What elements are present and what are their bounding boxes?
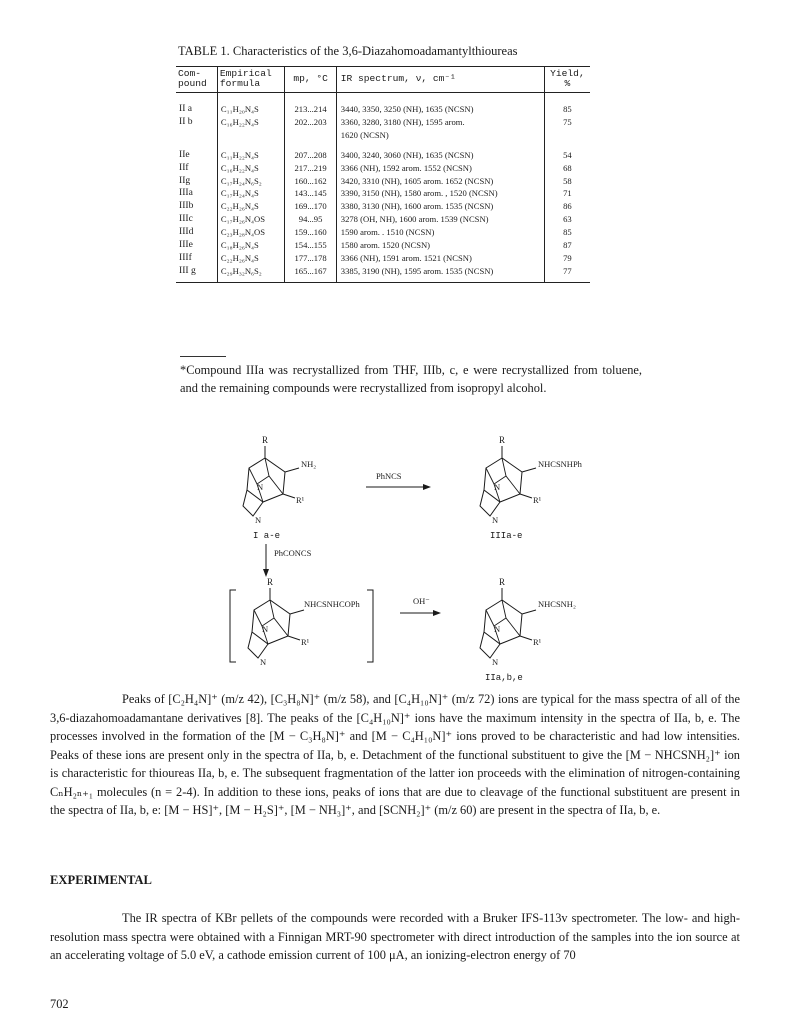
arrowhead-oh — [433, 610, 441, 616]
label-r-iia: R — [499, 577, 506, 587]
characteristics-table — [176, 66, 590, 283]
label-nhcsnhcoph: NHCSNHCOPh — [304, 599, 360, 609]
label-n2-iia: N — [492, 657, 499, 667]
cell-ir: 3360, 3280, 3180 (NH), 1595 arom. 1620 (NCSN) — [336, 116, 544, 142]
cell-mp: 177...178 — [285, 252, 336, 265]
cell-yield: 86 — [544, 200, 590, 213]
header-formula-text: Empirical formula — [219, 68, 272, 89]
label-n1-int: N — [262, 624, 269, 634]
header-formula — [217, 67, 285, 93]
cell-formula: C₁₈H₂₆N₄S — [217, 239, 285, 252]
label-r1-int: R¹ — [301, 637, 310, 647]
reagent-phconcs: PhCONCS — [274, 548, 312, 558]
table-row — [176, 226, 590, 239]
table-row — [176, 175, 590, 188]
table-footnote: *Compound IIIa was recrystallized from THF, IIIb, c, e were recrystallized from toluene, and the remaining compounds were recrystallized from isopropyl alcohol. — [180, 363, 642, 395]
table-row — [176, 213, 590, 226]
cell-mp: 217...219 — [285, 162, 336, 175]
header-yield-text: Yield, % — [550, 68, 585, 89]
cell-yield: 58 — [544, 175, 590, 188]
header-compound — [176, 67, 217, 93]
table-row — [176, 162, 590, 175]
cell-mp: 94...95 — [285, 213, 336, 226]
cell-compound: IIf — [179, 161, 189, 173]
cell-yield: 75 — [544, 116, 590, 142]
table-row — [176, 200, 590, 213]
cell-mp: 159...160 — [285, 226, 336, 239]
label-n1-ia: N — [257, 482, 264, 492]
cell-ir: 3420, 3310 (NH), 1605 arom. 1652 (NCSN) — [336, 175, 544, 188]
paragraph-mass-spectra: Peaks of [C₂H₄N]⁺ (m/z 42), [C₃H₈N]⁺ (m/z 58), and [C₄H₁₀N]⁺ (m/z 72) ions are typical for the mass spectra of all of the 3,6-diazahomoadamantane derivatives [8]. The peaks of the [C₄H₁₀N]⁺ ions have the maximum intensity in the spectra of IIa, b, e. The processes involved in the formation of the [M − C₃H₈N]⁺ and [M − C₄H₁₀N]⁺ ions proved to be characteristic and had low intensities. Peaks of these ions are present only in the spectra of IIa, b, e. Detachment of the functional substituent to give the [M − NHCSNH₂]⁺ ion is characteristic for thioureas IIa, b, e. The subsequent fragmentation of the latter ion proceeds with the elimination of nitrogen-containing CₙH₂ₙ₊₁ molecules (n = 2-4). In addition to these ions, peaks of ions that are due to cleavage of the functional substituent are present in the spectra of IIa, b, e: [M − HS]⁺, [M − H₂S]⁺, [M − NH₃]⁺, and [SCNH₂]⁺ (m/z 60) are present in the spectra of IIa, b, e. — [50, 692, 740, 817]
cell-formula: C₁₇H₂₆N₄OS — [217, 213, 285, 226]
cell-formula: C₂₂H₂₆N₄S — [217, 200, 285, 213]
cell-compound: IIIb — [179, 200, 194, 212]
reaction-scheme — [0, 430, 796, 690]
cell-yield: 85 — [544, 93, 590, 116]
page-number: 702 — [50, 997, 69, 1011]
structure-intermediate — [248, 577, 360, 667]
label-nhcsnhph: NHCSNHPh — [538, 459, 582, 469]
cell-formula: C₂₉H₃₂N₆S₂ — [217, 265, 285, 282]
arrowhead-phconcs — [263, 569, 269, 577]
header-mp-text: mp, °C — [293, 73, 328, 84]
cell-compound: IIIc — [179, 213, 193, 225]
cell-formula: C₁₇H₂₄N₄S — [217, 187, 285, 200]
header-ir-text: IR spectrum, ν, cm⁻¹ — [340, 73, 456, 84]
table-row — [176, 93, 590, 116]
label-n1-iia: N — [494, 624, 501, 634]
label-n1-iiia: N — [494, 482, 501, 492]
cell-ir: 3385, 3190 (NH), 1595 arom. 1535 (NCSN) — [336, 265, 544, 282]
cell-yield: 54 — [544, 142, 590, 162]
cell-formula: C₂₃H₂₈N₄OS — [217, 226, 285, 239]
cell-compound: II b — [179, 115, 193, 127]
cell-formula: C₁₇H₂₄N₆S₂ — [217, 175, 285, 188]
cell-mp: 213...214 — [285, 93, 336, 116]
structure-iiia — [480, 435, 583, 525]
cell-compound: IIId — [179, 226, 194, 238]
cell-compound: IIIa — [179, 187, 193, 199]
table-row — [176, 187, 590, 200]
cell-ir: 3366 (NH), 1591 arom. 1521 (NCSN) — [336, 252, 544, 265]
label-n2-iiia: N — [492, 515, 499, 525]
footnote-rule — [180, 356, 226, 357]
compound-label-iia: IIa,b,e — [485, 673, 523, 683]
cell-compound: IIIf — [179, 251, 192, 263]
paragraph-experimental: The IR spectra of KBr pellets of the compounds were recorded with a Bruker IFS-113v spectrometer. The low- and high-resolution mass spectra were obtained with a Finnigan MRT-90 spectrometer with direct introduction of the samples into the ion source at an accelerating voltage of 5.0 eV, a cathode emission current of 100 μA, an ionizing-electron energy of 70 — [50, 911, 740, 962]
cell-mp: 169...170 — [285, 200, 336, 213]
cell-mp: 165...167 — [285, 265, 336, 282]
table-title: TABLE 1. Characteristics of the 3,6-Diazahomoadamantylthioureas — [178, 44, 518, 58]
cell-formula: C₁₆H₂₂N₄S — [217, 162, 285, 175]
cell-ir: 3440, 3350, 3250 (NH), 1635 (NCSN) — [336, 93, 544, 116]
cell-ir: 1590 arom. . 1510 (NCSN) — [336, 226, 544, 239]
cell-ir: 3400, 3240, 3060 (NH), 1635 (NCSN) — [336, 142, 544, 162]
label-nh2: NH₂ — [301, 459, 317, 469]
cell-compound: IIIe — [179, 239, 193, 251]
cell-ir: 3380, 3130 (NH), 1600 arom. 1535 (NCSN) — [336, 200, 544, 213]
reagent-phncs: PhNCS — [376, 471, 402, 481]
cell-formula: C₁₆H₂₂N₄S — [217, 116, 285, 142]
cell-compound: IIe — [179, 148, 190, 160]
header-compound-text: Com- pound — [178, 68, 207, 89]
cell-yield: 79 — [544, 252, 590, 265]
cell-yield: 63 — [544, 213, 590, 226]
label-r1-iia: R¹ — [533, 637, 542, 647]
cell-compound: II a — [179, 103, 193, 114]
label-r-ia: R — [262, 435, 269, 445]
cell-formula: C₁₁H₂₀N₄S — [217, 93, 285, 116]
label-r1-ia: R¹ — [296, 495, 305, 505]
table-row — [176, 142, 590, 162]
table-row — [176, 239, 590, 252]
cell-ir: 3278 (OH, NH), 1600 arom. 1539 (NCSN) — [336, 213, 544, 226]
cell-formula: C₁₁H₂₂N₄S — [217, 142, 285, 162]
bracket-right — [367, 590, 373, 662]
label-r-int: R — [267, 577, 274, 587]
header-yield — [544, 67, 590, 93]
cell-mp: 202...203 — [285, 116, 336, 142]
cell-ir: 3366 (NH), 1592 arom. 1552 (NCSN) — [336, 162, 544, 175]
cell-compound: IIg — [179, 174, 191, 186]
table-body — [176, 93, 590, 283]
table-row — [176, 265, 590, 282]
cell-yield: 85 — [544, 226, 590, 239]
header-ir — [336, 67, 544, 93]
cell-formula: C₂₂H₂₆N₄S — [217, 252, 285, 265]
structure-ia — [243, 435, 316, 525]
cell-ir: 1580 arom. 1520 (NCSN) — [336, 239, 544, 252]
arrowhead-phncs — [423, 484, 431, 490]
cell-compound: III g — [176, 265, 217, 282]
label-n2-ia: N — [255, 515, 262, 525]
cell-ir: 3390, 3150 (NH), 1580 arom. , 1520 (NCSN) — [336, 187, 544, 200]
reagent-oh: OH⁻ — [413, 596, 430, 606]
table-row — [176, 116, 590, 142]
compound-label-iiia: IIIa-e — [490, 531, 523, 541]
label-r-iiia: R — [499, 435, 506, 445]
cell-mp: 207...208 — [285, 142, 336, 162]
cell-mp: 154...155 — [285, 239, 336, 252]
cell-yield: 71 — [544, 187, 590, 200]
structure-iia — [480, 577, 576, 667]
cell-yield: 77 — [544, 265, 590, 282]
cell-yield: 68 — [544, 162, 590, 175]
compound-label-ia: I a-e — [253, 531, 281, 541]
bracket-left — [230, 590, 236, 662]
section-heading-experimental: EXPERIMENTAL — [50, 873, 152, 887]
label-r1-iiia: R¹ — [533, 495, 542, 505]
cell-mp: 160...162 — [285, 175, 336, 188]
label-nhcsnh2: NHCSNH₂ — [538, 599, 576, 609]
table-row — [176, 252, 590, 265]
cell-yield: 87 — [544, 239, 590, 252]
header-mp — [285, 67, 336, 93]
label-n2-int: N — [260, 657, 267, 667]
cell-mp: 143...145 — [285, 187, 336, 200]
